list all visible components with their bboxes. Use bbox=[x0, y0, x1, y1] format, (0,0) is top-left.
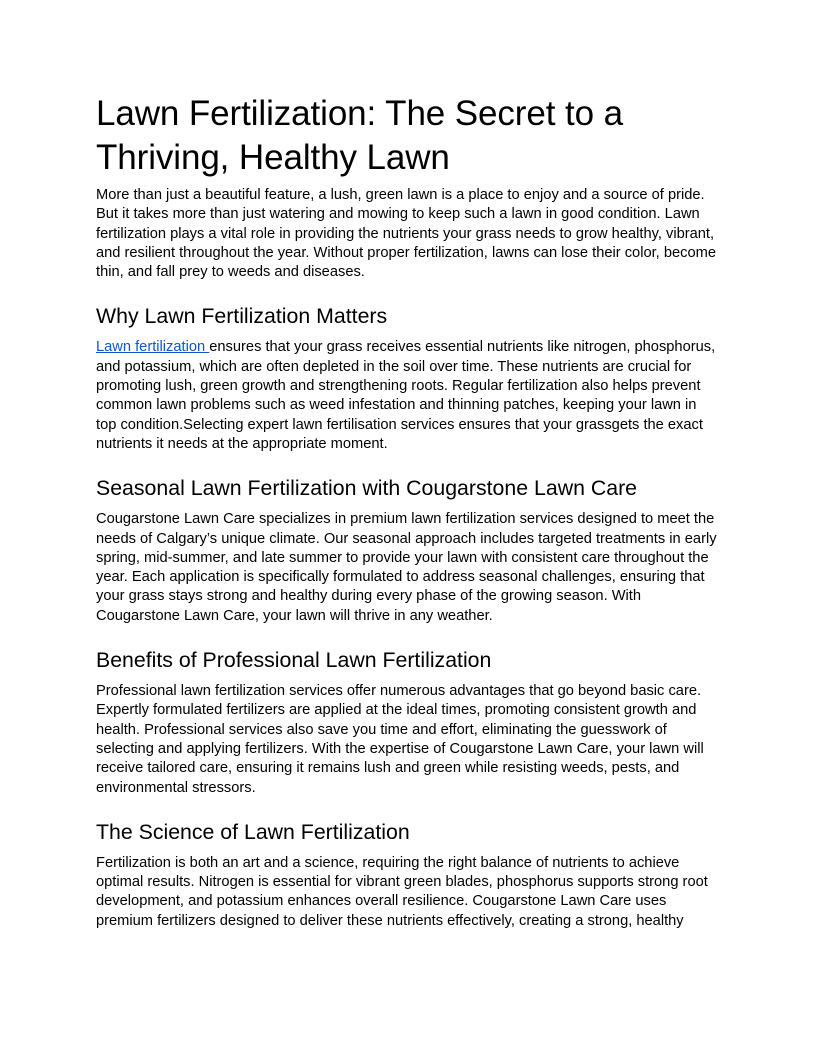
section-heading-seasonal: Seasonal Lawn Fertilization with Cougarstone Lawn Care bbox=[96, 476, 638, 501]
lawn-fertilization-link[interactable]: Lawn fertilization bbox=[96, 339, 210, 356]
intro-paragraph: More than just a beautiful feature, a lush, green lawn is a place to enjoy and a source of pride. But it takes more than just watering and mowing to keep such a lawn in good condition. Lawn fertilization plays a vital role in providing the nutrients your grass needs to grow healthy, vibrant, and resilient throughout the year. Without proper fertilization, lawns can lose their color, become thin, and fall prey to weeds and diseases. bbox=[96, 187, 716, 281]
section-body-benefits: Professional lawn fertilization services offer numerous advantages that go beyond basic care. Expertly formulated fertilizers are applied at the ideal times, promoting consistent growth and health. Professional services also save you time and effort, eliminating the guesswork of selecting and applying fertilizers. With the expertise of Cougarstone Lawn Care, your lawn will receive tailored care, ensuring it remains lush and green while resisting weeds, pests, and environmental stressors. bbox=[96, 683, 704, 796]
section-heading-why-matters: Why Lawn Fertilization Matters bbox=[96, 304, 388, 329]
section-body-text: ensures that your grass receives essential nutrients like nitrogen, phosphorus, and potassium, which are often depleted in the soil over time. These nutrients are crucial for promoting lush, green growth and strengthening roots. Regular fertilization also helps prevent common lawn problems such as weed infestation and thinning patches, keeping your lawn in top condition.Selecting expert lawn fertilisation services ensures that your grassgets the exact nutrients it needs at the appropriate moment. bbox=[96, 339, 716, 452]
document-title: Lawn Fertilization: The Secret to a Thriving, Healthy Lawn bbox=[96, 94, 623, 177]
section-body-why-matters bbox=[96, 338, 720, 454]
document-page bbox=[96, 92, 720, 931]
section-heading-science: The Science of Lawn Fertilization bbox=[96, 819, 410, 844]
section-body-seasonal: Cougarstone Lawn Care specializes in premium lawn fertilization services designed to meet the needs of Calgary’s unique climate. Our seasonal approach includes targeted treatments in early spring, mid-summer, and late summer to provide your lawn with consistent care throughout the year. Each application is specifically formulated to address seasonal challenges, ensuring that your grass stays strong and healthy during every phase of the growing season. With Cougarstone Lawn Care, your lawn will thrive in any weather. bbox=[96, 511, 717, 624]
section-body-science: Fertilization is both an art and a science, requiring the right balance of nutrients to achieve optimal results. Nitrogen is essential for vibrant green blades, phosphorus supports strong root development, and potassium enhances overall resilience. Cougarstone Lawn Care uses premium fertilizers designed to deliver these nutrients effectively, creating a strong, healthy bbox=[96, 854, 708, 929]
section-heading-benefits: Benefits of Professional Lawn Fertilization bbox=[96, 648, 492, 673]
